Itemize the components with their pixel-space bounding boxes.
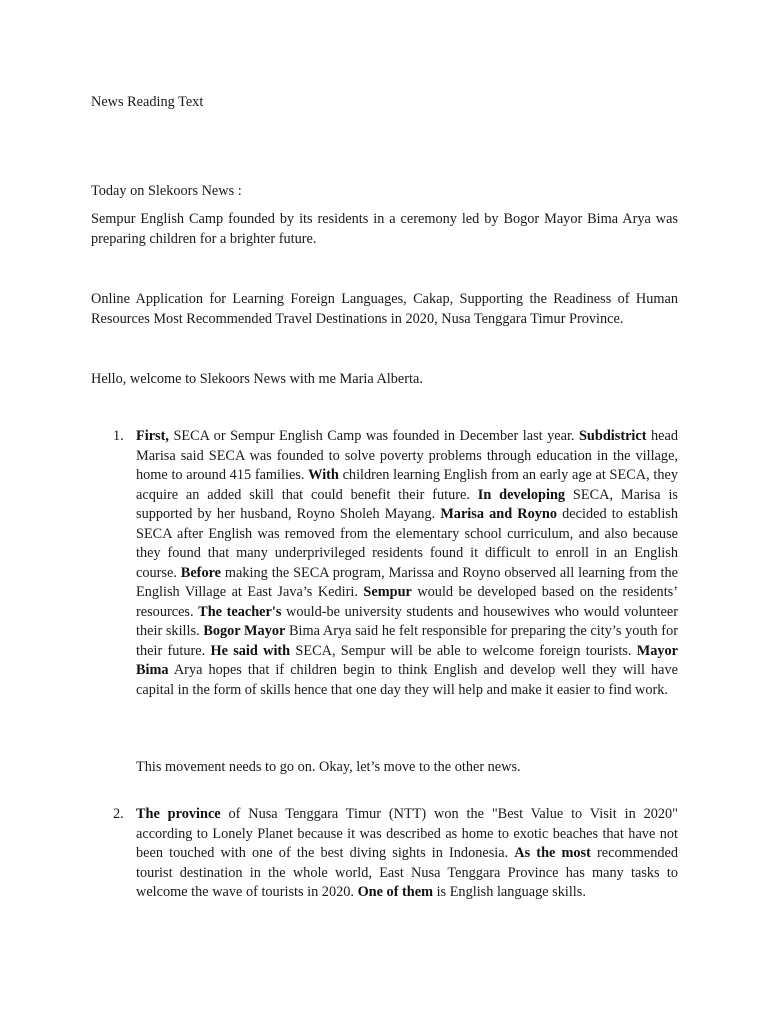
- body-text: Arya hopes that if children begin to think English and develop well they will have capital in the form of skills hence that one day they will help and make it easier to find work.: [136, 662, 678, 698]
- bold-lead: Subdistrict: [578, 428, 647, 444]
- greeting-paragraph: Hello, welcome to Slekoors News with me Maria Alberta.: [91, 371, 423, 387]
- document-heading: News Reading Text: [91, 94, 204, 110]
- body-text: of Nusa Tenggara Timur (NTT) won the "Best Value to Visit in 2020" according to Lonely Planet because it was described as home to exotic beaches that have not been touched with one of the best diving sights in Indonesia.: [136, 806, 678, 861]
- body-text: making the SECA program, Marissa and Royno observed all learning from the English Village at East Java’s Kediri.: [136, 564, 678, 600]
- bold-lead: Marisa and Royno: [440, 506, 558, 522]
- bold-lead: He said with: [210, 642, 291, 659]
- body-text: SECA, Sempur will be able to welcome foreign tourists.: [290, 642, 637, 659]
- body-text: SECA, Marisa is supported by her husband, Royno Sholeh Mayang.: [136, 486, 678, 522]
- list-item-number: 2.: [113, 806, 124, 822]
- bold-lead: Bogor Mayor: [203, 623, 286, 639]
- bold-lead: Mayor Bima: [136, 642, 679, 678]
- body-text: children learning English from an early age at SECA, they acquire an added skill that could benefit their future.: [136, 467, 678, 503]
- bold-lead: With: [308, 467, 339, 483]
- intro-label: Today on Slekoors News :: [91, 183, 242, 199]
- bold-lead: The province: [136, 806, 221, 822]
- body-text: would-be university students and housewives who would volunteer their skills.: [136, 603, 679, 639]
- body-text: recommended tourist destination in the whole world, East Nusa Tenggara Province has many tasks to welcome the wave of tourists in 2020.: [136, 845, 678, 900]
- bold-lead: One of them: [357, 884, 434, 900]
- list-item-body: [136, 805, 678, 903]
- body-text: is English language skills.: [433, 884, 586, 900]
- body-text: SECA or Sempur English Camp was founded in December last year.: [168, 428, 579, 444]
- body-text: Bima Arya said he felt responsible for preparing the city’s youth for their future.: [136, 623, 678, 659]
- bold-lead: Before: [180, 564, 222, 581]
- body-text: decided to establish SECA after English was removed from the elementary school curriculum, and also because they found that many underprivileged residents found it difficult to enroll in an English course.: [136, 506, 678, 581]
- list-item-body: [136, 427, 678, 700]
- headline-paragraph-2: Online Application for Learning Foreign Languages, Cakap, Supporting the Readiness of Human Resources Most Recommended Travel Destinations in 2020, Nusa Tenggara Timur Province.: [91, 291, 678, 327]
- bold-lead: First,: [136, 428, 169, 444]
- headline-paragraph-1: Sempur English Camp founded by its residents in a ceremony led by Bogor Mayor Bima Arya was preparing children for a brighter future.: [91, 211, 678, 247]
- bold-lead: In developing: [477, 486, 566, 503]
- bold-lead: Sempur: [363, 584, 412, 600]
- transition-sentence: This movement needs to go on. Okay, let’s move to the other news.: [136, 759, 521, 775]
- body-text: would be developed based on the residents’ resources.: [136, 584, 678, 620]
- list-item-number: 1.: [113, 428, 124, 444]
- bold-lead: As the most: [514, 845, 591, 861]
- body-text: head Marisa said SECA was founded to solve poverty problems through education in the village, home to around 415 families.: [136, 428, 678, 483]
- bold-lead: The teacher's: [198, 603, 282, 620]
